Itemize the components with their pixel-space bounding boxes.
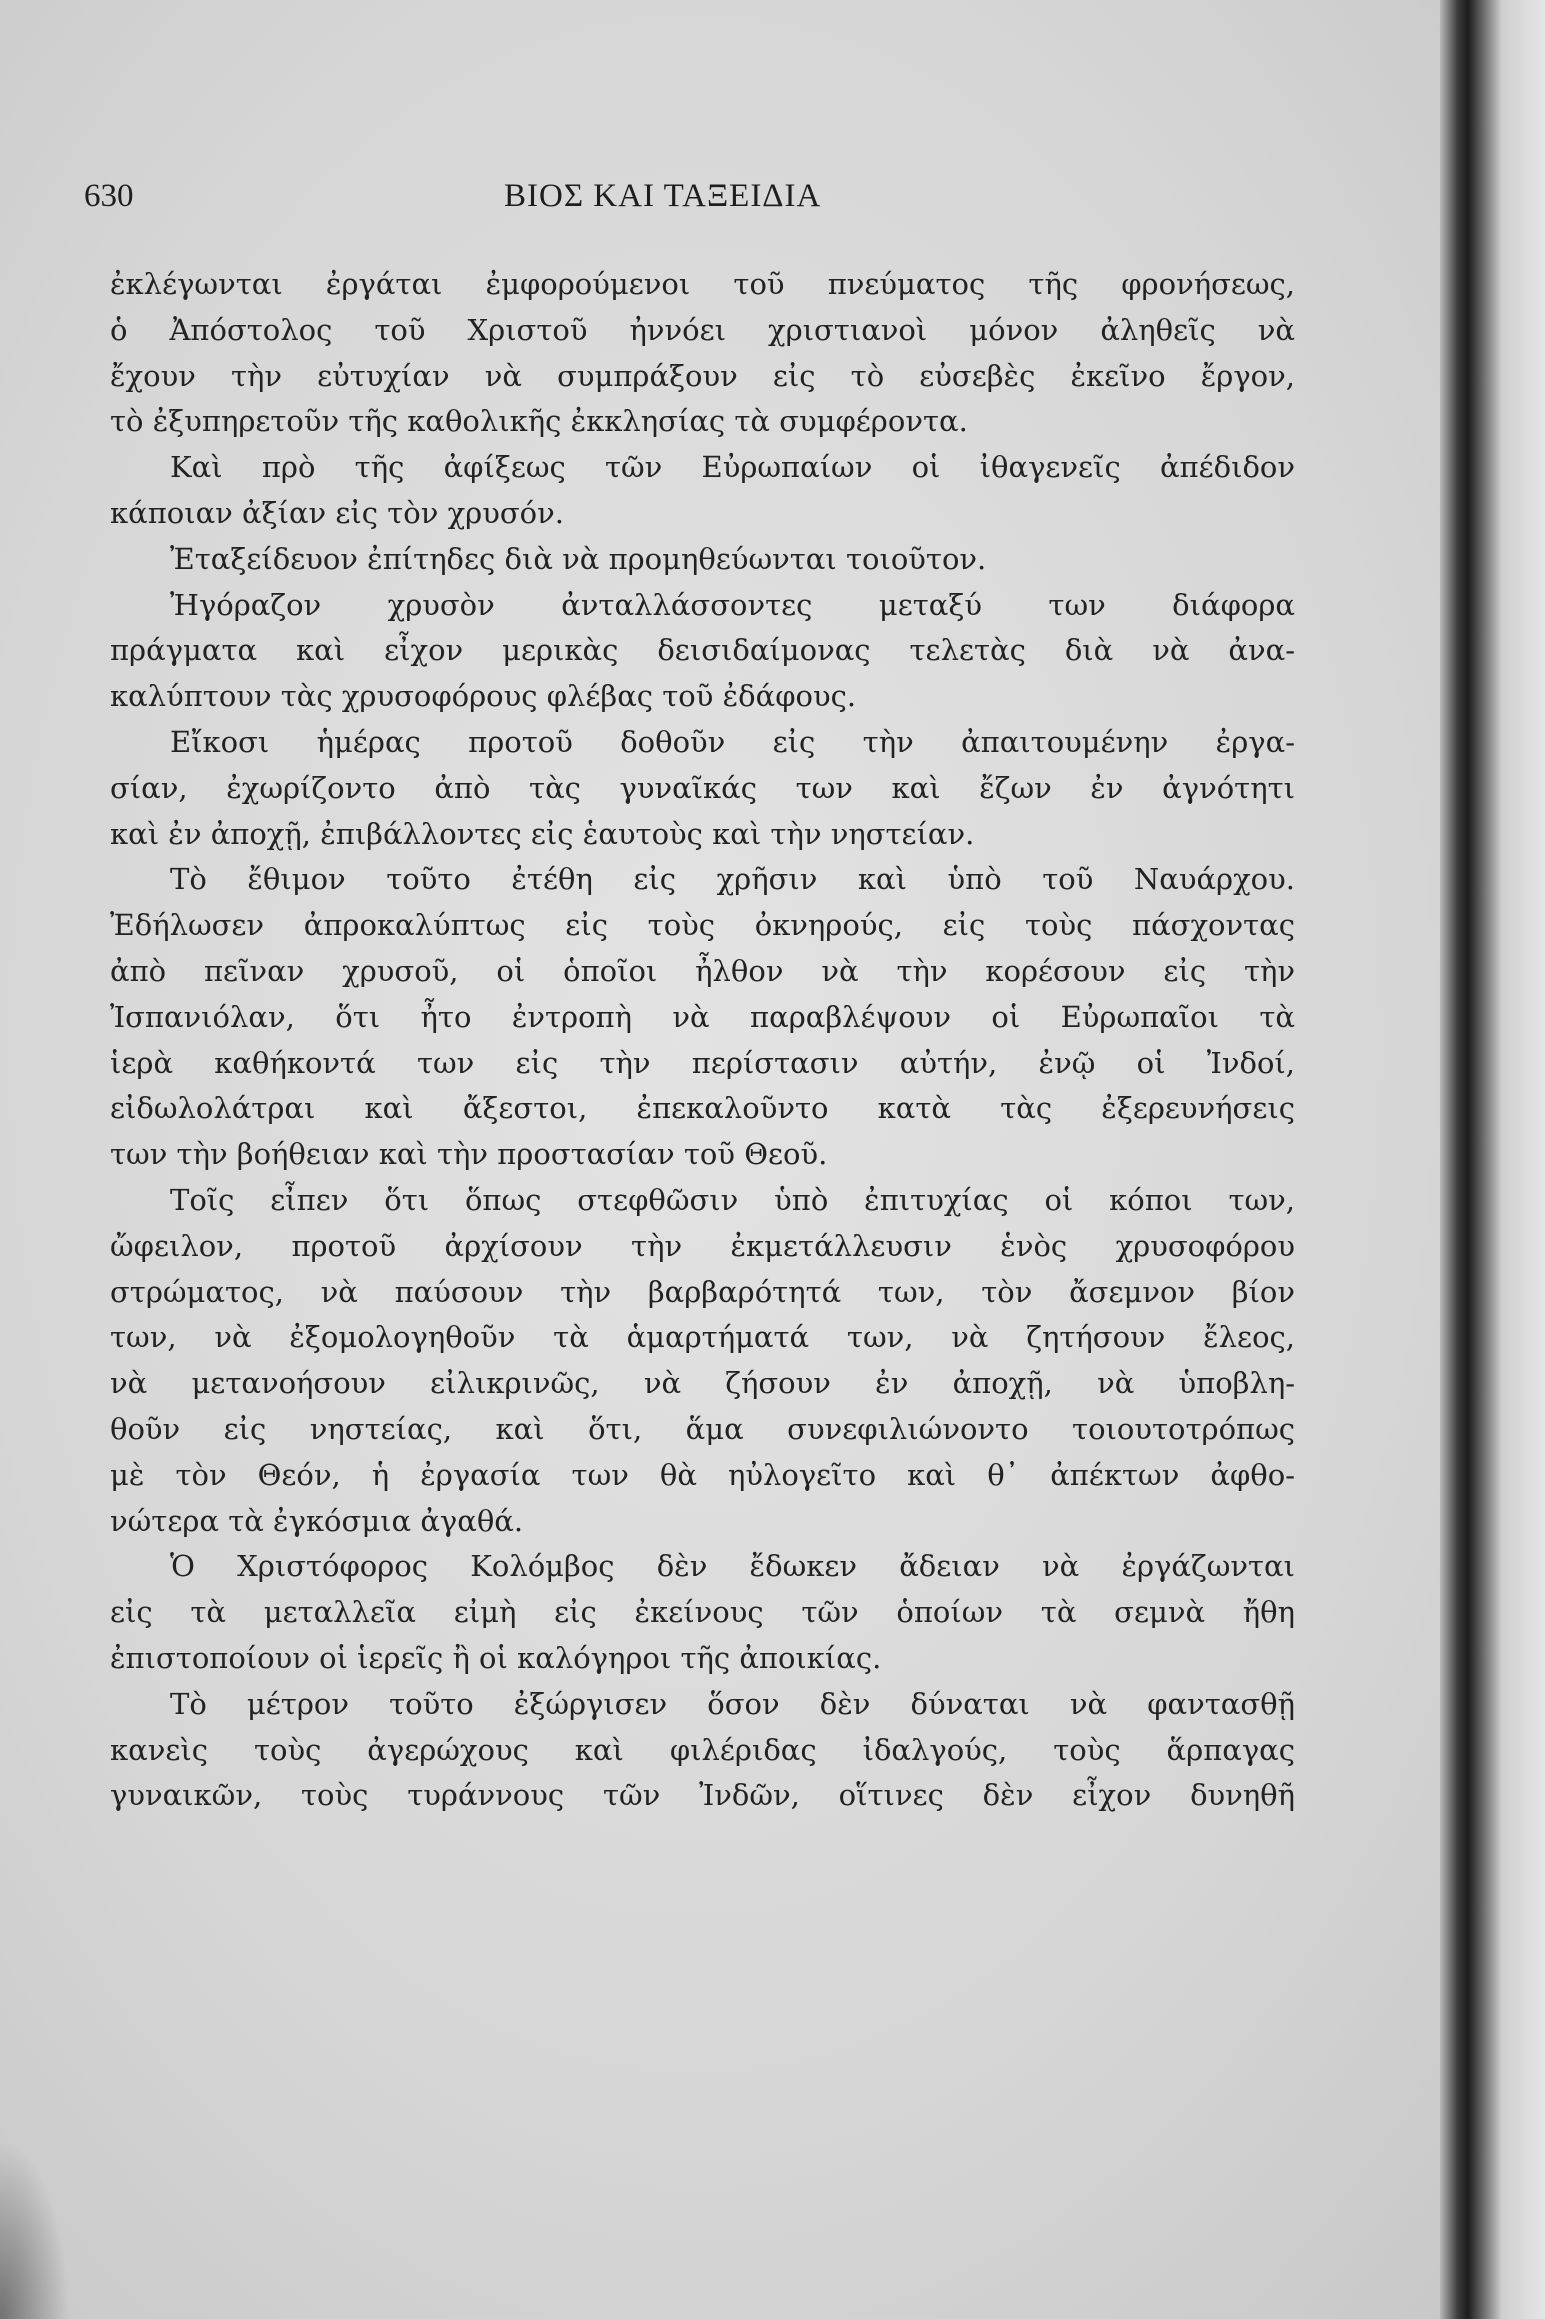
text-line: στρώματος, νὰ παύσουν τὴν βαρβαρότητά των, τὸν ἄσεμνον βίον xyxy=(110,1274,1295,1309)
text-line: των τὴν βοήθειαν καὶ τὴν προστασίαν τοῦ Θεοῦ. xyxy=(110,1137,828,1172)
text-line: θοῦν εἰς νηστείας, καὶ ὅτι, ἅμα συνεφιλιώνοντο τοιουτοτρόπως xyxy=(110,1411,1295,1446)
page-header xyxy=(84,178,1284,228)
text-line: Τὸ μέτρον τοῦτο ἐξώργισεν ὅσον δὲν δύναται νὰ φαντασθῇ xyxy=(170,1686,1295,1721)
text-line: καλύπτουν τὰς χρυσοφόρους φλέβας τοῦ ἐδάφους. xyxy=(110,679,857,714)
text-line: γυναικῶν, τοὺς τυράννους τῶν Ἰνδῶν, οἵτινες δὲν εἶχον δυνηθῆ xyxy=(110,1778,1295,1813)
text-line: ἐκλέγωνται ἐργάται ἐμφορούμενοι τοῦ πνεύματος τῆς φρονήσεως, xyxy=(110,267,1295,301)
text-line: κάποιαν ἀξίαν εἰς τὸν χρυσόν. xyxy=(110,495,564,530)
body-text xyxy=(110,262,1295,1819)
text-line: εἰδωλολάτραι καὶ ἄξεστοι, ἐπεκαλοῦντο κατὰ τὰς ἐξερευνήσεις xyxy=(110,1091,1295,1126)
text-line: κανεὶς τοὺς ἀγερώχους καὶ φιλέριδας ἰδαλγούς, τοὺς ἅρπαγας xyxy=(110,1732,1295,1767)
text-line: Ἠγόραζον χρυσὸν ἀνταλλάσσοντες μεταξύ των διάφορα xyxy=(170,587,1295,622)
text-line: Τὸ ἔθιμον τοῦτο ἐτέθη εἰς χρῆσιν καὶ ὑπὸ τοῦ Ναυάρχου. xyxy=(170,862,1295,897)
text-line: Τοῖς εἶπεν ὅτι ὅπως στεφθῶσιν ὑπὸ ἐπιτυχίας οἱ κόποι των, xyxy=(170,1182,1295,1217)
text-line: Ἰσπανιόλαν, ὅτι ἦτο ἐντροπὴ νὰ παραβλέψουν οἱ Εὐρωπαῖοι τὰ xyxy=(110,999,1295,1034)
text-line: ὁ Ἀπόστολος τοῦ Χριστοῦ ἠννόει χριστιανοὶ μόνον ἀληθεῖς νὰ xyxy=(110,312,1295,347)
text-line: μὲ τὸν Θεόν, ἡ ἐργασία των θὰ ηὐλογεῖτο καὶ θ᾽ ἀπέκτων ἀφθο- xyxy=(110,1457,1295,1492)
text-line: νὰ μετανοήσουν εἰλικρινῶς, νὰ ζήσουν ἐν ἀποχῇ, νὰ ὑποβλη- xyxy=(110,1366,1295,1401)
text-line: Ἐταξείδευον ἐπίτηδες διὰ νὰ προμηθεύωνται τοιοῦτον. xyxy=(170,541,987,576)
text-line: νώτερα τὰ ἐγκόσμια ἀγαθά. xyxy=(110,1503,524,1538)
text-line: ὤφειλον, προτοῦ ἀρχίσουν τὴν ἐκμετάλλευσιν ἑνὸς χρυσοφόρου xyxy=(110,1228,1295,1263)
book-gutter xyxy=(1440,0,1545,2319)
text-line: πράγματα καὶ εἶχον μερικὰς δεισιδαίμονας τελετὰς διὰ νὰ ἀνα- xyxy=(110,633,1295,668)
text-line: Εἴκοσι ἡμέρας προτοῦ δοθοῦν εἰς τὴν ἀπαιτουμένην ἐργα- xyxy=(170,724,1295,759)
running-title: ΒΙΟΣ ΚΑΙ ΤΑΞΕΙΔΙΑ xyxy=(504,178,822,214)
text-line: Καὶ πρὸ τῆς ἀφίξεως τῶν Εὐρωπαίων οἱ ἰθαγενεῖς ἀπέδιδον xyxy=(170,450,1295,485)
page-number: 630 xyxy=(84,178,134,214)
text-line: των, νὰ ἐξομολογηθοῦν τὰ ἁμαρτήματά των, νὰ ζητήσουν ἔλεος, xyxy=(110,1320,1295,1355)
text-line: Ὁ Χριστόφορος Κολόμβος δὲν ἔδωκεν ἄδειαν νὰ ἐργάζωνται xyxy=(170,1549,1295,1584)
text-line: ἀπὸ πεῖναν χρυσοῦ, οἱ ὁποῖοι ἦλθον νὰ τὴν κορέσουν εἰς τὴν xyxy=(110,953,1295,988)
text-line: ἱερὰ καθήκοντά των εἰς τὴν περίστασιν αὐτήν, ἐνῷ οἱ Ἰνδοί, xyxy=(110,1045,1295,1080)
text-line: ἔχουν τὴν εὐτυχίαν νὰ συμπράξουν εἰς τὸ εὐσεβὲς ἐκεῖνο ἔργον, xyxy=(110,358,1295,393)
text-line: Ἐδήλωσεν ἀπροκαλύπτως εἰς τοὺς ὀκνηρούς, εἰς τοὺς πάσχοντας xyxy=(110,908,1295,943)
text-line: ἐπιστοποίουν οἱ ἱερεῖς ἢ οἱ καλόγηροι τῆς ἀποικίας. xyxy=(110,1640,882,1675)
text-line: σίαν, ἐχωρίζοντο ἀπὸ τὰς γυναῖκάς των καὶ ἔζων ἐν ἀγνότητι xyxy=(110,770,1295,805)
text-line: καὶ ἐν ἀποχῇ, ἐπιβάλλοντες εἰς ἑαυτοὺς καὶ τὴν νηστείαν. xyxy=(110,816,975,851)
text-line: εἰς τὰ μεταλλεῖα εἰμὴ εἰς ἐκείνους τῶν ὁποίων τὰ σεμνὰ ἤθη xyxy=(110,1595,1295,1630)
text-line: τὸ ἐξυπηρετοῦν τῆς καθολικῆς ἐκκλησίας τὰ συμφέροντα. xyxy=(110,404,968,439)
